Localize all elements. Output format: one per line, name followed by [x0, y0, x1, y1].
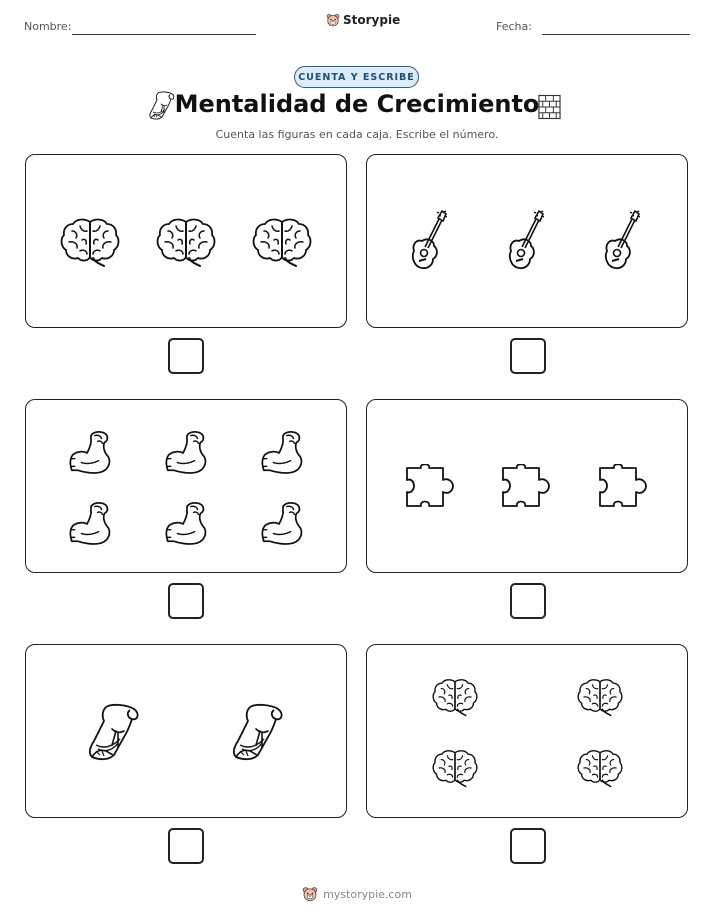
activity-badge: CUENTA Y ESCRIBE — [294, 66, 419, 88]
brand-logo — [326, 13, 400, 27]
answer-box-4[interactable] — [510, 583, 546, 619]
answer-box-5[interactable] — [168, 828, 204, 864]
name-label: Nombre: — [24, 20, 72, 33]
brain-icon — [432, 677, 478, 717]
guitar-icon — [407, 209, 447, 273]
puzzle-piece-icon — [499, 464, 555, 510]
bear-mascot-icon — [326, 13, 340, 27]
footer — [0, 886, 714, 902]
puzzle-piece-icon — [596, 464, 652, 510]
date-label: Fecha: — [496, 20, 532, 33]
brain-icon — [60, 216, 120, 268]
worksheet-title: Mentalidad de Crecimiento — [174, 90, 540, 118]
brand-name: Storypie — [343, 13, 401, 27]
guitar-icon — [600, 209, 640, 273]
answer-box-2[interactable] — [510, 338, 546, 374]
date-line[interactable] — [542, 34, 690, 35]
brain-icon — [577, 748, 623, 788]
count-box-1 — [25, 154, 347, 328]
bear-mascot-icon — [302, 886, 318, 902]
scroll-icon — [84, 701, 144, 765]
brain-icon — [577, 677, 623, 717]
brain-icon — [156, 216, 216, 268]
name-line[interactable] — [72, 34, 256, 35]
flexed-arm-icon — [258, 497, 308, 547]
puzzle-piece-icon — [403, 464, 459, 510]
flexed-arm-icon — [162, 497, 212, 547]
flexed-arm-icon — [66, 426, 116, 476]
guitar-icon — [504, 209, 544, 273]
footer-url[interactable]: mystorypie.com — [323, 887, 412, 901]
flexed-arm-icon — [162, 426, 212, 476]
count-box-2 — [366, 154, 688, 328]
answer-box-3[interactable] — [168, 583, 204, 619]
brain-icon — [432, 748, 478, 788]
answer-box-6[interactable] — [510, 828, 546, 864]
count-box-5 — [25, 644, 347, 818]
count-box-6 — [366, 644, 688, 818]
scroll-icon — [228, 701, 288, 765]
answer-box-1[interactable] — [168, 338, 204, 374]
flexed-arm-icon — [66, 497, 116, 547]
count-box-4 — [366, 399, 688, 573]
flexed-arm-icon — [258, 426, 308, 476]
instructions: Cuenta las figuras en cada caja. Escribe el número. — [215, 128, 499, 141]
brain-icon — [252, 216, 312, 268]
brick-wall-icon — [538, 94, 561, 120]
count-box-3 — [25, 399, 347, 573]
